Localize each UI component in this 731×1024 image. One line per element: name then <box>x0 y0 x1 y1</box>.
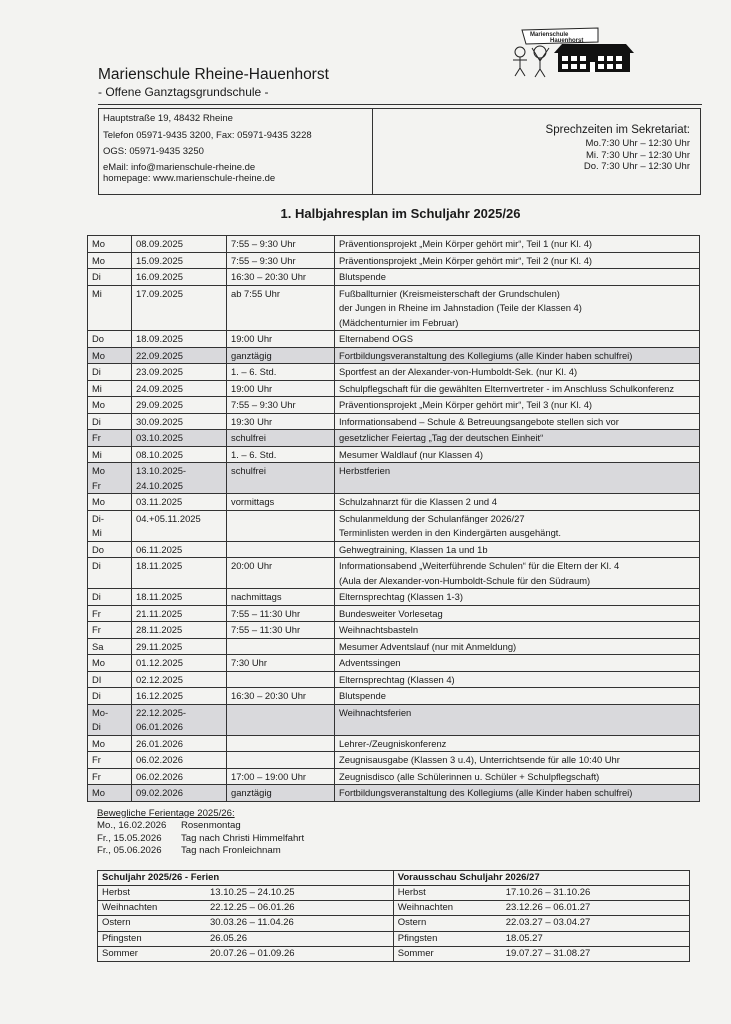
holiday-range: 23.12.26 – 06.01.27 <box>502 901 689 916</box>
cell-event: Gehwegtraining, Klassen 1a und 1b <box>335 541 700 558</box>
table-row <box>88 413 700 430</box>
table-row <box>88 463 700 494</box>
cell-time <box>227 510 335 541</box>
homepage: homepage: www.marienschule-rheine.de <box>103 172 276 184</box>
cell-day: Mi <box>88 285 132 331</box>
holiday-range: 17.10.26 – 31.10.26 <box>502 885 689 900</box>
cell-date: 03.11.2025 <box>132 494 227 511</box>
cell-day: Mo <box>88 494 132 511</box>
cell-date: 18.11.2025 <box>132 589 227 606</box>
schedule-table <box>87 235 700 802</box>
table-row <box>88 364 700 381</box>
office-hours <box>373 109 700 194</box>
holidays-preview-table <box>394 871 689 962</box>
cell-date: 02.12.2025 <box>132 671 227 688</box>
cell-event: Mesumer Adventslauf (nur mit Anmeldung) <box>335 638 700 655</box>
cell-event: Elternsprechtag (Klassen 1-3) <box>335 589 700 606</box>
cell-day: Do <box>88 331 132 348</box>
cell-date: 29.11.2025 <box>132 638 227 655</box>
holiday-row <box>98 885 393 900</box>
cell-time <box>227 735 335 752</box>
holiday-date: Mo., 16.02.2026 <box>97 820 167 831</box>
cell-event: Weihnachtsbasteln <box>335 622 700 639</box>
table-row <box>88 510 700 541</box>
holiday-row <box>394 885 689 900</box>
cell-time: 7:55 – 9:30 Uhr <box>227 252 335 269</box>
cell-time: nachmittags <box>227 589 335 606</box>
cell-day: Fr <box>88 622 132 639</box>
cell-event: Weihnachtsferien <box>335 704 700 735</box>
cell-date: 09.02.2026 <box>132 785 227 802</box>
table-row <box>88 638 700 655</box>
table-row <box>88 688 700 705</box>
plan-title: 1. Halbjahresplan im Schuljahr 2025/26 <box>280 206 521 221</box>
cell-time: 7:55 – 11:30 Uhr <box>227 622 335 639</box>
cell-date: 13.10.2025- 24.10.2025 <box>132 463 227 494</box>
cell-event: Präventionsprojekt „Mein Körper gehört mir“, Teil 1 (nur Kl. 4) <box>335 236 700 253</box>
table-row <box>88 494 700 511</box>
holiday-name: Herbst <box>394 885 502 900</box>
table-row <box>88 331 700 348</box>
holiday-name: Herbst <box>98 885 206 900</box>
cell-time <box>227 704 335 735</box>
cell-date: 23.09.2025 <box>132 364 227 381</box>
content-flow <box>87 235 700 962</box>
cell-time: ab 7:55 Uhr <box>227 285 335 331</box>
table-row <box>88 735 700 752</box>
cell-event: Blutspende <box>335 688 700 705</box>
holiday-row <box>394 901 689 916</box>
cell-date: 06.02.2026 <box>132 752 227 769</box>
cell-day: Mo <box>88 236 132 253</box>
cell-date: 22.12.2025- 06.01.2026 <box>132 704 227 735</box>
cell-date: 16.09.2025 <box>132 269 227 286</box>
cell-time <box>227 638 335 655</box>
cell-day: Mo Fr <box>88 463 132 494</box>
cell-event: Mesumer Waldlauf (nur Klassen 4) <box>335 446 700 463</box>
cell-date: 04.+05.11.2025 <box>132 510 227 541</box>
cell-day: Mo- Di <box>88 704 132 735</box>
holiday-label: Rosenmontag <box>181 820 241 831</box>
table-row <box>88 252 700 269</box>
cell-day: Mi <box>88 380 132 397</box>
holiday-row <box>98 916 393 931</box>
cell-time: 19:00 Uhr <box>227 380 335 397</box>
holiday-range: 26.05.26 <box>206 931 393 946</box>
cell-day: Di <box>88 688 132 705</box>
holiday-label: Tag nach Christi Himmelfahrt <box>181 832 305 844</box>
holiday-label: Tag nach Fronleichnam <box>181 845 281 856</box>
cell-time: ganztägig <box>227 347 335 364</box>
svg-text:Marienschule: Marienschule <box>530 32 569 38</box>
cell-event: Fortbildungsveranstaltung des Kollegiums (alle Kinder haben schulfrei) <box>335 347 700 364</box>
table-row <box>88 541 700 558</box>
holiday-name: Ostern <box>98 916 206 931</box>
holiday-row <box>98 901 393 916</box>
cell-time: 7:30 Uhr <box>227 655 335 672</box>
cell-date: 08.10.2025 <box>132 446 227 463</box>
cell-date: 24.09.2025 <box>132 380 227 397</box>
table-row <box>88 589 700 606</box>
holiday-range: 22.12.25 – 06.01.26 <box>206 901 393 916</box>
cell-event: Fußballturnier (Kreismeisterschaft der Grundschulen) der Jungen in Rheine im Jahnstadion (Teile der Klassen 4) (Mädchenturnier im Februar) <box>335 285 700 331</box>
holiday-date: Fr., 05.06.2026 <box>97 845 162 856</box>
cell-date: 16.12.2025 <box>132 688 227 705</box>
table-row <box>88 269 700 286</box>
table-row <box>88 236 700 253</box>
holidays-preview-title: Vorausschau Schuljahr 2026/27 <box>394 871 689 886</box>
cell-time <box>227 671 335 688</box>
table-row <box>88 397 700 414</box>
header-divider <box>98 104 702 105</box>
cell-event: gesetzlicher Feiertag „Tag der deutschen Einheit“ <box>335 430 700 447</box>
holiday-range: 30.03.26 – 11.04.26 <box>206 916 393 931</box>
cell-event: Herbstferien <box>335 463 700 494</box>
cell-event: Schulpflegschaft für die gewählten Elternvertreter - im Anschluss Schulkonferenz <box>335 380 700 397</box>
holiday-name: Ostern <box>394 916 502 931</box>
table-row <box>88 622 700 639</box>
cell-date: 21.11.2025 <box>132 605 227 622</box>
cell-day: Do <box>88 541 132 558</box>
cell-day: Mo <box>88 735 132 752</box>
table-row <box>88 430 700 447</box>
cell-date: 15.09.2025 <box>132 252 227 269</box>
holiday-range: 20.07.26 – 01.09.26 <box>210 947 295 959</box>
cell-day: Fr <box>88 605 132 622</box>
cell-event: Informationsabend „Weiterführende Schulen“ für die Eltern der Kl. 4 (Aula der Alexander-von-Humboldt-Schule für den Südraum) <box>335 558 700 589</box>
cell-day: Fr <box>88 430 132 447</box>
holiday-tables <box>97 870 690 963</box>
holiday-row <box>394 916 689 931</box>
movable-holiday-item <box>97 845 700 858</box>
cell-time: 16:30 – 20:30 Uhr <box>227 269 335 286</box>
cell-day: Mo <box>88 347 132 364</box>
ogs-phone: OGS: 05971-9435 3250 <box>103 146 204 157</box>
cell-date: 18.09.2025 <box>132 331 227 348</box>
cell-day: DI <box>88 671 132 688</box>
phone: Telefon 05971-9435 3200, Fax: 05971-9435 3228 <box>103 129 312 141</box>
cell-time: 7:55 – 11:30 Uhr <box>227 605 335 622</box>
holiday-row <box>98 946 393 961</box>
table-row <box>88 605 700 622</box>
cell-event: Präventionsprojekt „Mein Körper gehört mir“, Teil 3 (nur Kl. 4) <box>335 397 700 414</box>
cell-time: 7:55 – 9:30 Uhr <box>227 236 335 253</box>
cell-time <box>227 752 335 769</box>
school-name: Marienschule Rheine-Hauenhorst <box>98 66 329 83</box>
cell-day: Di <box>88 558 132 589</box>
holiday-row <box>394 931 689 946</box>
cell-day: Mo <box>88 655 132 672</box>
table-row <box>88 347 700 364</box>
table-row <box>88 752 700 769</box>
cell-time: vormittags <box>227 494 335 511</box>
cell-date: 17.09.2025 <box>132 285 227 331</box>
cell-event: Zeugnisdisco (alle Schülerinnen u. Schüler + Schulpflegschaft) <box>335 768 700 785</box>
cell-time: ganztägig <box>227 785 335 802</box>
table-row <box>88 380 700 397</box>
table-row <box>88 785 700 802</box>
holiday-name: Weihnachten <box>394 901 502 916</box>
cell-event: Präventionsprojekt „Mein Körper gehört mir“, Teil 2 (nur Kl. 4) <box>335 252 700 269</box>
cell-date: 08.09.2025 <box>132 236 227 253</box>
cell-event: Adventssingen <box>335 655 700 672</box>
movable-holiday-item <box>97 820 700 833</box>
holiday-range: 22.03.27 – 03.04.27 <box>502 916 689 931</box>
cell-day: Mi <box>88 446 132 463</box>
cell-date: 03.10.2025 <box>132 430 227 447</box>
holiday-name: Sommer <box>397 947 434 959</box>
contact-box <box>98 108 701 195</box>
cell-event: Blutspende <box>335 269 700 286</box>
holiday-row <box>394 946 689 961</box>
cell-date: 29.09.2025 <box>132 397 227 414</box>
school-subtitle: - Offene Ganztagsgrundschule - <box>98 85 269 99</box>
cell-event: Zeugnisausgabe (Klassen 3 u.4), Unterrichtsende für alle 10:40 Uhr <box>335 752 700 769</box>
cell-date: 06.11.2025 <box>132 541 227 558</box>
holiday-row <box>98 931 393 946</box>
cell-date: 28.11.2025 <box>132 622 227 639</box>
holiday-range: 13.10.25 – 24.10.25 <box>206 885 393 900</box>
school-logo <box>510 26 635 83</box>
holiday-name: Weihnachten <box>98 901 206 916</box>
cell-event: Lehrer-/Zeugniskonferenz <box>335 735 700 752</box>
holiday-name: Pfingsten <box>394 931 502 946</box>
cell-day: Di- Mi <box>88 510 132 541</box>
table-row <box>88 285 700 331</box>
cell-day: Fr <box>88 768 132 785</box>
cell-day: Mo <box>88 397 132 414</box>
cell-event: Elternsprechtag (Klassen 4) <box>335 671 700 688</box>
table-row <box>88 768 700 785</box>
cell-event: Schulanmeldung der Schulanfänger 2026/27 Terminlisten werden in den Kindergärten ausgehängt. <box>335 510 700 541</box>
holidays-current-table <box>98 871 394 962</box>
cell-day: Di <box>88 589 132 606</box>
address: Hauptstraße 19, 48432 Rheine <box>103 113 233 124</box>
cell-date: 01.12.2025 <box>132 655 227 672</box>
cell-time: 19:30 Uhr <box>227 413 335 430</box>
cell-time: 16:30 – 20:30 Uhr <box>227 688 335 705</box>
cell-date: 06.02.2026 <box>132 768 227 785</box>
movable-holiday-item <box>97 833 700 846</box>
cell-date: 18.11.2025 <box>132 558 227 589</box>
table-row <box>88 558 700 589</box>
holiday-name: Pfingsten <box>98 931 206 946</box>
cell-time: 7:55 – 9:30 Uhr <box>227 397 335 414</box>
cell-day: Fr <box>88 752 132 769</box>
office-hours-line: Mi. 7:30 Uhr – 12:30 Uhr <box>585 149 690 161</box>
holidays-current-title: Schuljahr 2025/26 - Ferien <box>98 871 393 886</box>
cell-time: 1. – 6. Std. <box>227 446 335 463</box>
table-row <box>88 655 700 672</box>
cell-time: 1. – 6. Std. <box>227 364 335 381</box>
table-row <box>88 704 700 735</box>
contact-info <box>99 109 373 194</box>
cell-date: 30.09.2025 <box>132 413 227 430</box>
cell-event: Sportfest an der Alexander-von-Humboldt-Sek. (nur Kl. 4) <box>335 364 700 381</box>
cell-date: 26.01.2026 <box>132 735 227 752</box>
cell-event: Schulzahnarzt für die Klassen 2 und 4 <box>335 494 700 511</box>
cell-event: Informationsabend – Schule & Betreuungsangebote stellen sich vor <box>335 413 700 430</box>
svg-text:Hauenhorst: Hauenhorst <box>550 38 584 44</box>
cell-day: Di <box>88 364 132 381</box>
office-hours-line: Mo.7:30 Uhr – 12:30 Uhr <box>585 138 690 149</box>
cell-time: 20:00 Uhr <box>227 558 335 589</box>
cell-day: Di <box>88 269 132 286</box>
holiday-range: 19.07.27 – 31.08.27 <box>505 947 591 959</box>
office-hours-title: Sprechzeiten im Sekretariat: <box>545 124 690 136</box>
holiday-name: Sommer <box>102 947 138 959</box>
movable-holidays-title: Bewegliche Ferientage 2025/26: <box>97 807 235 819</box>
cell-day: Mo <box>88 785 132 802</box>
table-row <box>88 446 700 463</box>
cell-day: Di <box>88 413 132 430</box>
cell-date: 22.09.2025 <box>132 347 227 364</box>
cell-day: Mo <box>88 252 132 269</box>
cell-time <box>227 541 335 558</box>
cell-event: Bundesweiter Vorlesetag <box>335 605 700 622</box>
movable-holidays <box>97 808 700 858</box>
cell-time: 17:00 – 19:00 Uhr <box>227 768 335 785</box>
cell-time: 19:00 Uhr <box>227 331 335 348</box>
holiday-range: 18.05.27 <box>502 931 689 946</box>
cell-day: Sa <box>88 638 132 655</box>
table-row <box>88 671 700 688</box>
holiday-date: Fr., 15.05.2026 <box>97 832 162 844</box>
cell-event: Elternabend OGS <box>335 331 700 348</box>
cell-time: schulfrei <box>227 463 335 494</box>
office-hours-line: Do. 7:30 Uhr – 12:30 Uhr <box>583 161 690 172</box>
cell-time: schulfrei <box>227 430 335 447</box>
email: eMail: info@marienschule-rheine.de <box>103 161 256 173</box>
cell-event: Fortbildungsveranstaltung des Kollegiums (alle Kinder haben schulfrei) <box>335 785 700 802</box>
